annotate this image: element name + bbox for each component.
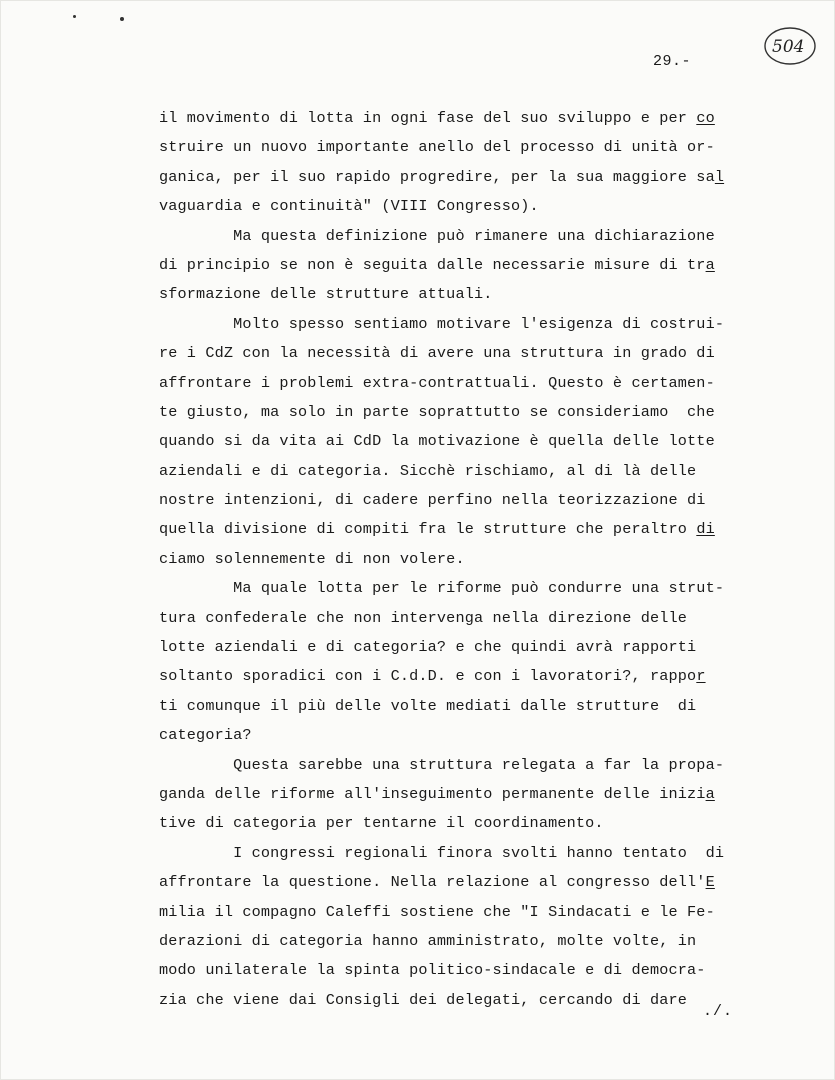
text-line-content: ti comunque il più delle volte mediati dalle strutture di <box>159 696 697 715</box>
text-line-content: ganda delle riforme all'inseguimento permanente delle inizi <box>159 784 706 803</box>
text-line-content: te giusto, ma solo in parte soprattutto se consideriamo che <box>159 402 715 421</box>
text-line-content: I congressi regionali finora svolti hanno tentato di <box>159 843 725 862</box>
text-line-content: ganica, per il suo rapido progredire, per la sua maggiore sa <box>159 167 715 186</box>
text-line-content: quella divisione di compiti fra le strutture che peraltro <box>159 520 697 539</box>
text-line-content: Questa sarebbe una struttura relegata a far la propa- <box>159 755 725 774</box>
text-line-content: lotte aziendali e di categoria? e che quindi avrà rapporti <box>159 638 697 657</box>
underlined-syllable: co <box>696 109 715 127</box>
text-line <box>159 515 759 544</box>
text-line <box>159 839 759 868</box>
text-line <box>159 339 759 368</box>
underlined-syllable: a <box>705 784 715 803</box>
text-line <box>159 398 759 427</box>
scan-speck <box>120 17 124 21</box>
text-line-content: tura confederale che non intervenga nella direzione delle <box>159 608 688 627</box>
archive-stamp <box>763 25 817 67</box>
underlined-syllable: a <box>705 255 715 274</box>
continuation-mark: ./. <box>703 1003 734 1020</box>
text-line-content: affrontare la questione. Nella relazione al congresso dell' <box>159 873 706 892</box>
text-line-content: ciamo solennemente di non volere. <box>159 549 465 568</box>
text-line <box>159 927 759 956</box>
page-number: 29.- <box>653 53 692 70</box>
text-line <box>159 574 759 603</box>
text-line-content: zia che viene dai Consigli dei delegati, cercando di dare <box>159 990 688 1009</box>
text-line-content: modo unilaterale la spinta politico-sindacale e di democra- <box>159 961 706 980</box>
text-line <box>159 369 759 398</box>
text-line <box>159 721 759 750</box>
text-line-content: sformazione delle strutture attuali. <box>159 285 493 304</box>
text-line-content: Molto spesso sentiamo motivare l'esigenza di costrui- <box>159 314 725 333</box>
text-line-content: soltanto sporadici con i C.d.D. e con i lavoratori?, rappo <box>159 667 697 686</box>
text-line-content: quando si da vita ai CdD la motivazione è quella delle lotte <box>159 432 715 451</box>
text-line <box>159 751 759 780</box>
text-line-content: struire un nuovo importante anello del processo di unità or- <box>159 138 715 157</box>
text-line <box>159 868 759 897</box>
text-line <box>159 457 759 486</box>
underlined-syllable: r <box>696 667 706 686</box>
text-line <box>159 133 759 162</box>
underlined-syllable: l <box>714 167 725 186</box>
text-line-content: re i CdZ con la necessità di avere una struttura in grado di <box>159 344 715 363</box>
text-line-content: tive di categoria per tentarne il coordinamento. <box>159 814 604 833</box>
text-line <box>159 692 759 721</box>
text-line <box>159 545 759 574</box>
body-text <box>159 104 759 1015</box>
scan-speck <box>73 15 76 18</box>
text-line <box>159 163 759 192</box>
text-line-content: Ma questa definizione può rimanere una dichiarazione <box>159 226 715 245</box>
text-line <box>159 222 759 251</box>
underlined-syllable: di <box>696 520 715 539</box>
text-line-content: categoria? <box>159 726 252 745</box>
text-line <box>159 427 759 456</box>
text-line <box>159 986 759 1015</box>
text-line <box>159 251 759 280</box>
text-line-content: nostre intenzioni, di cadere perfino nella teorizzazione di <box>159 491 706 510</box>
text-line-content: affrontare i problemi extra-contrattuali. Questo è certamen- <box>159 373 715 392</box>
text-line-content: derazioni di categoria hanno amministrato, molte volte, in <box>159 931 697 950</box>
text-line <box>159 310 759 339</box>
text-line <box>159 662 759 691</box>
text-line-content: aziendali e di categoria. Sicchè rischiamo, al di là delle <box>159 461 697 480</box>
text-line <box>159 780 759 809</box>
text-line <box>159 956 759 985</box>
text-line <box>159 633 759 662</box>
text-line <box>159 809 759 838</box>
text-line <box>159 486 759 515</box>
text-line-content: Ma quale lotta per le riforme può condurre una strut- <box>159 579 725 598</box>
text-line <box>159 898 759 927</box>
text-line-content: milia il compagno Caleffi sostiene che "I Sindacati e le Fe- <box>159 902 715 921</box>
text-line-content: di principio se non è seguita dalle necessarie misure di tr <box>159 255 706 274</box>
text-line <box>159 192 759 221</box>
text-line-content: vaguardia e continuità" (VIII Congresso). <box>159 197 539 216</box>
stamp-number: 504 <box>772 37 805 57</box>
text-line <box>159 104 759 133</box>
underlined-syllable: E <box>705 873 715 892</box>
text-line <box>159 604 759 633</box>
text-line-content: il movimento di lotta in ogni fase del suo sviluppo e per <box>159 109 697 127</box>
text-line <box>159 280 759 309</box>
